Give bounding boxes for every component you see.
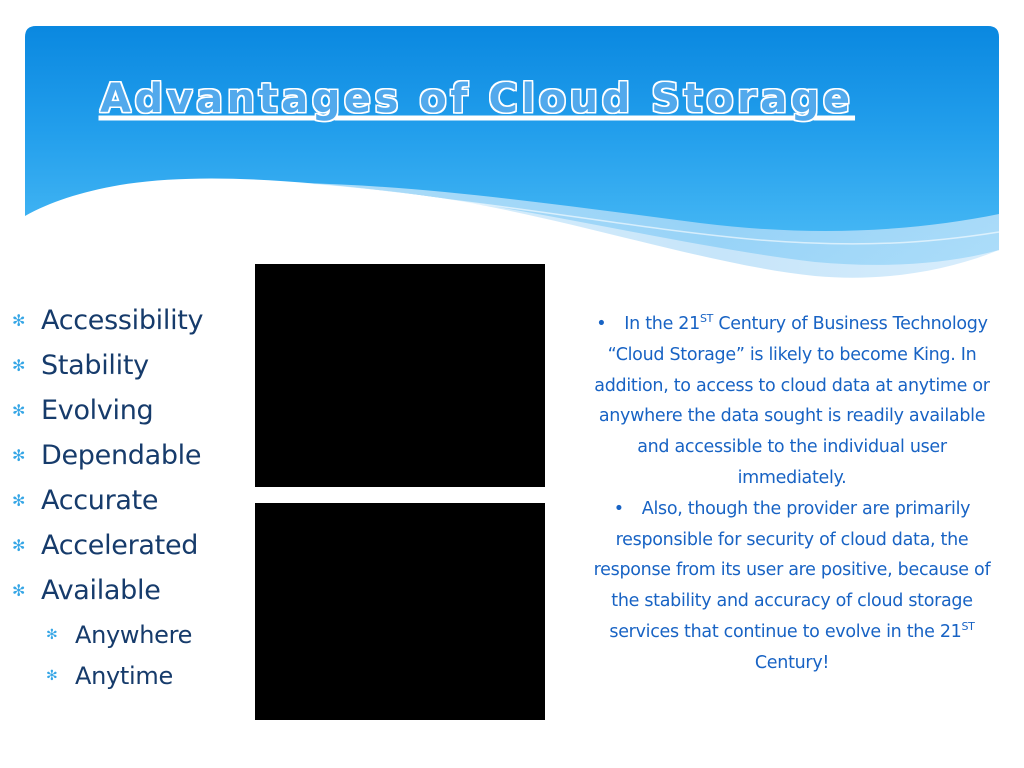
asterisk-bullet-icon: ✻ [12, 311, 26, 330]
image-placeholder-top [255, 264, 545, 487]
paragraph-bullet-icon: • [596, 314, 607, 334]
list-item-accessibility [10, 300, 250, 345]
paragraph-1-text-end: Century of Business Technology “Cloud Storage” is likely to become King. In addition, to access to cloud data at anytime or anywhere the data sought is readily available and accessible to the individual user immediately. [594, 314, 990, 488]
advantages-list [10, 300, 250, 697]
image-placeholder-bottom [255, 503, 545, 720]
asterisk-bullet-icon: ✻ [12, 356, 26, 375]
slide-title: Advantages of Cloud Storage [100, 76, 854, 122]
header-wave-shape [25, 26, 999, 265]
asterisk-bullet-icon: ✻ [12, 581, 26, 600]
ordinal-suffix: ST [961, 620, 975, 634]
list-item-label: Accelerated [41, 530, 199, 561]
description-paragraph-1 [586, 309, 998, 494]
list-item-label: Evolving [41, 395, 154, 426]
paragraph-2-text-end: Century! [754, 652, 830, 673]
list-item-evolving [10, 390, 250, 435]
asterisk-bullet-icon: ✻ [12, 536, 26, 555]
asterisk-bullet-icon: ✻ [46, 668, 58, 684]
sub-list-item-anywhere [10, 615, 250, 656]
list-item-accurate [10, 480, 250, 525]
asterisk-bullet-icon: ✻ [12, 491, 26, 510]
paragraph-bullet-icon: • [613, 498, 624, 519]
asterisk-bullet-icon: ✻ [12, 401, 26, 420]
sub-list-item-label: Anytime [75, 662, 173, 690]
list-item-label: Available [41, 575, 161, 606]
asterisk-bullet-icon: ✻ [12, 446, 26, 465]
sub-list-item-anytime [10, 656, 250, 697]
header-wave-background [0, 0, 1024, 300]
paragraph-1-text-start: In the 21 [624, 314, 700, 334]
list-item-stability [10, 345, 250, 390]
description-text [586, 309, 998, 679]
list-item-label: Accessibility [41, 305, 204, 336]
list-item-available [10, 570, 250, 615]
asterisk-bullet-icon: ✻ [46, 627, 58, 643]
list-item-label: Dependable [41, 440, 202, 471]
list-item-dependable [10, 435, 250, 480]
description-paragraph-2 [586, 494, 998, 679]
ordinal-suffix: ST [699, 312, 714, 326]
sub-list-item-label: Anywhere [75, 621, 193, 649]
list-item-accelerated [10, 525, 250, 570]
list-item-label: Stability [41, 350, 149, 381]
paragraph-2-text-start: Also, though the provider are primarily responsible for security of cloud data, the response from its user are positive, because of the stability and accuracy of cloud storage services that continue to evolve in the 21 [593, 498, 991, 642]
list-item-label: Accurate [41, 485, 159, 516]
